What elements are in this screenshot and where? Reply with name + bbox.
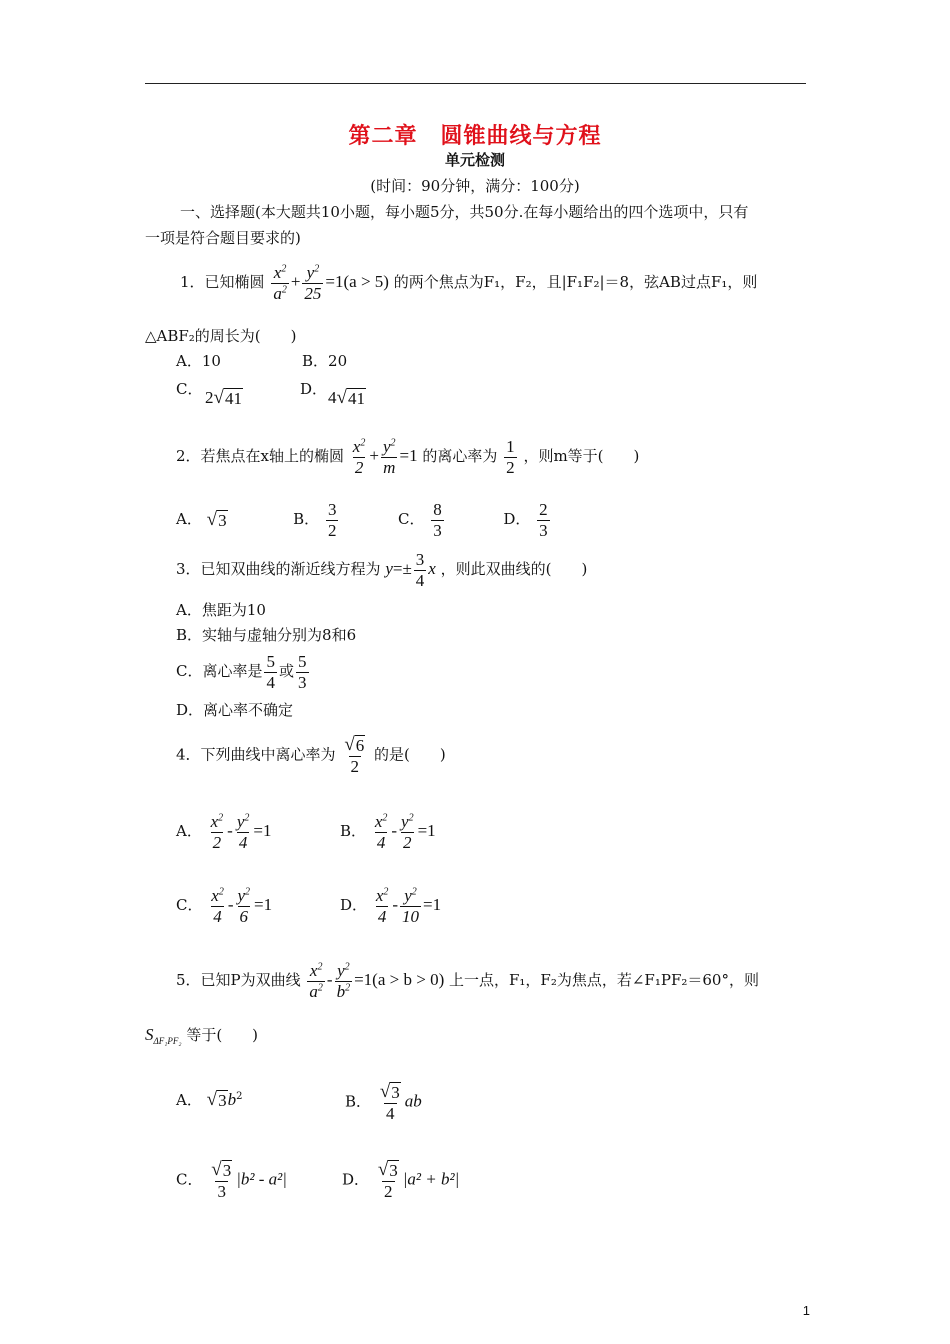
q5-option-a: A． √ 3 $b^2$: [176, 1089, 243, 1110]
q3-slope: $\frac{3}{4}$: [415, 550, 425, 590]
unit-subtitle: 单元检测: [444, 151, 505, 169]
q3-option-b: B．实轴与虚轴分别为8和6: [176, 626, 357, 644]
q1-option-c: 2 √ 41: [205, 387, 242, 408]
q3-option-c: C．离心率是 $\frac{5}{4}$ 或 $\frac{5}{3}$: [176, 652, 307, 692]
question-3: 3．已知双曲线的渐近线方程为 y=± $\frac{3}{4}$ x ，则此双曲线的( ): [176, 550, 588, 590]
page-number: 1: [802, 1303, 810, 1318]
q5-condition: =1(a > b > 0): [354, 970, 445, 990]
q2-option-a: √ 3: [206, 508, 227, 530]
q4-option-b: B． $\frac{x^2}{4}$ - $\frac{y^2}{2}$ =1: [340, 812, 436, 852]
q2-option-b: $\frac{3}{2}$: [327, 500, 337, 540]
q2-option-a-label: A．: [176, 510, 202, 529]
q1-option-c-label: C．: [176, 380, 203, 398]
q2-option-d: $\frac{2}{3}$: [539, 500, 548, 540]
q2-frac-y: $\frac{y^2}{m}$: [382, 437, 396, 477]
q1-stem-end: △ABF₂的周长为( ): [145, 327, 297, 345]
q4-eccentricity: √ 6 2: [344, 734, 365, 776]
q2-options: [176, 500, 552, 540]
q5-option-d: D． √ 3 2 |a² + b²|: [342, 1159, 460, 1201]
q1-option-d-label: D．: [300, 380, 328, 398]
q1-option-a: A．10: [176, 352, 221, 370]
section-heading-cont: 一项是符合题目要求的): [145, 229, 301, 247]
section-heading: 一、选择题(本大题共10小题，每小题5分，共50分.在每小题给出的四个选项中，只有: [180, 203, 749, 221]
q5-option-b: B． √ 3 4 ab: [345, 1081, 422, 1123]
q2-option-b-label: B．: [293, 510, 320, 529]
chapter-title: 第二章 圆锥曲线与方程: [348, 123, 602, 149]
q2-text: 2．若焦点在x轴上的椭圆: [176, 447, 345, 466]
q4-option-a: A． $\frac{x^2}{2}$ - $\frac{y^2}{4}$ =1: [176, 812, 272, 852]
q2-option-d-label: D．: [503, 510, 531, 529]
q5-option-c: C． √ 3 3 |b² - a²|: [176, 1159, 287, 1201]
q1-frac-x: $\frac{x^2}{a^2}$: [273, 263, 287, 303]
q4-option-d: D． $\frac{x^2}{4}$ - $\frac{y^2}{10}$ =1: [340, 886, 442, 926]
q1-text: 1．已知椭圆: [180, 273, 265, 292]
q1-frac-y: $\frac{y^2}{25}$: [304, 263, 322, 303]
q2-eccentricity: $\frac{1}{2}$: [506, 437, 515, 477]
q5-stem-end: $S_{\Delta F_1PF_2}$ 等于( ): [145, 1025, 259, 1046]
question-2: 2．若焦点在x轴上的椭圆 $\frac{x^2}{2}$ + $\frac{y^2}{m}$ =1 的离心率为 $\frac{1}{2}$ ，则m等于( ): [176, 437, 640, 477]
q2-option-c-label: C．: [398, 510, 425, 529]
header-rule: [145, 83, 806, 84]
q4-option-c: C． $\frac{x^2}{4}$ - $\frac{y^2}{6}$ =1: [176, 886, 273, 926]
question-1: 1．已知椭圆 $\frac{x^2}{a^2}$ + $\frac{y^2}{25}$ =1(a > 5) 的两个焦点为F₁，F₂，且|F₁F₂|＝8，弦AB过点F₁，则: [180, 263, 758, 303]
q3-option-a: A．焦距为10: [176, 601, 266, 619]
q2-option-c: $\frac{8}{3}$: [433, 500, 442, 540]
q3-option-d: D．离心率不确定: [176, 701, 294, 719]
time-note: (时间：90分钟，满分：100分): [370, 177, 580, 195]
q1-option-d: 4 √ 41: [328, 387, 365, 408]
q1-condition: =1(a > 5): [325, 272, 389, 292]
q1-option-b: B．20: [302, 352, 348, 370]
q2-frac-x: $\frac{x^2}{2}$: [352, 437, 366, 477]
question-5: 5．已知P为双曲线 $\frac{x^2}{a^2}$ - $\frac{y^2}{b^2}$ =1(a > b > 0) 上一点，F₁，F₂为焦点，若∠F₁PF₂＝60°，则: [176, 961, 759, 1001]
q1-text-2: 的两个焦点为F₁，F₂，且|F₁F₂|＝8，弦AB过点F₁，则: [393, 273, 758, 292]
question-4: 4．下列曲线中离心率为 √ 6 2 的是( ): [176, 734, 446, 776]
